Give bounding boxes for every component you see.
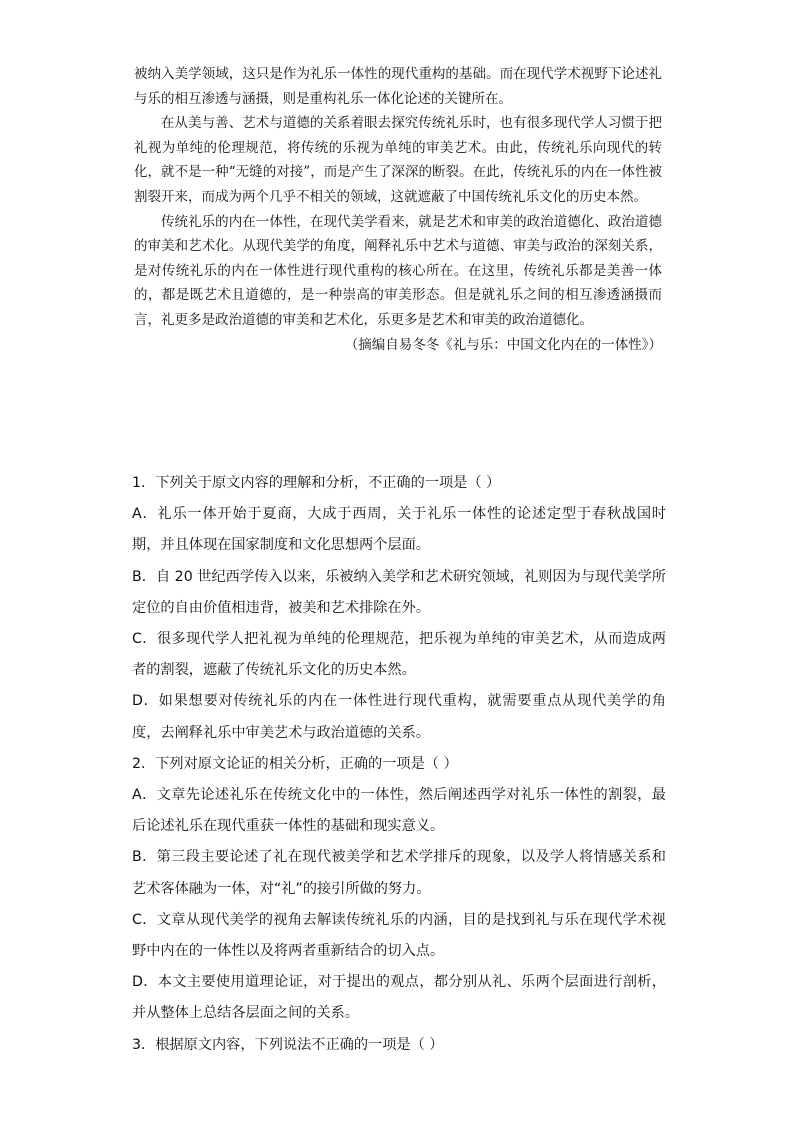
question-1-option-c: C．很多现代学人把礼视为单纯的伦理规范，把乐视为单纯的审美艺术，从而造成两者的割裂，遮蔽了传统礼乐文化的历史本然。 — [132, 631, 666, 679]
reading-passage — [134, 62, 662, 357]
passage-paragraph-3: 传统礼乐的内在一体性，在现代美学看来，就是艺术和审美的政治道德化、政治道德的审美和艺术化。从现代美学的角度，阐释礼乐中艺术与道德、审美与政治的深刻关系，是对传统礼乐的内在一体性进行现代重构的核心所在。在这里，传统礼乐都是美善一体的，都是既艺术且道德的，是一种崇高的审美形态。但是就礼乐之间的相互渗透涵摄而言，礼更多是政治道德的审美和艺术化，乐更多是艺术和审美的政治道德化。 — [134, 213, 662, 328]
question-2-option-b: B．第三段主要论述了礼在现代被美学和艺术学排斥的现象，以及学人将情感关系和艺术客体融为一体，对“礼”的接引所做的努力。 — [132, 849, 666, 897]
passage-paragraph-1: 被纳入美学领域，这只是作为礼乐一体性的现代重构的基础。而在现代学术视野下论述礼与乐的相互渗透与涵摄，则是重构礼乐一体化论述的关键所在。 — [134, 66, 662, 107]
passage-source: （摘编自易冬冬《礼与乐：中国文化内在的一体性》） — [344, 336, 662, 353]
question-1-option-a: A．礼乐一体开始于夏商，大成于西周，关于礼乐一体性的论述定型于春秋战国时期，并且体现在国家制度和文化思想两个层面。 — [132, 506, 666, 554]
question-2-option-c: C．文章从现代美学的视角去解读传统礼乐的内涵，目的是找到礼与乐在现代学术视野中内在的一体性以及将两者重新结合的切入点。 — [132, 911, 666, 960]
question-2-stem: 2．下列对原文论证的相关分析，正确的一项是（ ） — [132, 755, 458, 772]
question-2-option-d: D．本文主要使用道理论证，对于提出的观点，都分别从礼、乐两个层面进行剖析，并从整体上总结各层面之间的关系。 — [132, 974, 666, 1022]
question-1-option-b: B．自 20 世纪西学传入以来，乐被纳入美学和艺术研究领域，礼则因为与现代美学所定位的自由价值相违背，被美和艺术排除在外。 — [132, 568, 666, 616]
question-1-stem: 1．下列关于原文内容的理解和分析，不正确的一项是（ ） — [132, 475, 501, 491]
question-1-option-d: D．如果想要对传统礼乐的内在一体性进行现代重构，就需要重点从现代美学的角度，去阐释礼乐中审美艺术与政治道德的关系。 — [132, 693, 666, 741]
passage-paragraph-2: 在从美与善、艺术与道德的关系着眼去探究传统礼乐时，也有很多现代学人习惯于把礼视为单纯的伦理规范，将传统的乐视为单纯的审美艺术。由此，传统礼乐向现代的转化，就不是一种“无缝的对接”，而是产生了深深的断裂。在此，传统礼乐的内在一体性被割裂开来，而成为两个几乎不相关的领域，这就遮蔽了中国传统礼乐文化的历史本然。 — [134, 115, 662, 205]
question-3-stem: 3．根据原文内容，下列说法不正确的一项是（ ） — [132, 1036, 444, 1053]
question-2-option-a: A．文章先论述礼乐在传统文化中的一体性，然后阐述西学对礼乐一体性的割裂，最后论述礼乐在现代重获一体性的基础和现实意义。 — [132, 787, 666, 835]
question-list — [132, 468, 666, 1061]
